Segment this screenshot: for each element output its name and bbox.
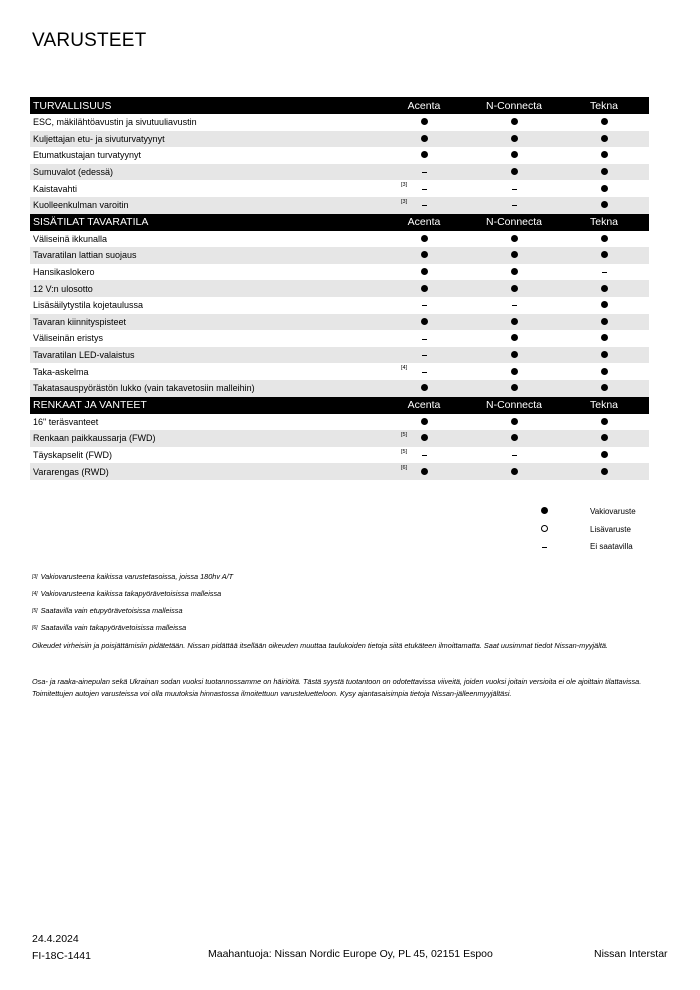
availability-cell — [379, 367, 469, 377]
column-header: N-Connecta — [485, 99, 543, 112]
standard-dot-icon — [601, 351, 608, 358]
legend-item — [538, 503, 658, 521]
availability-cell — [559, 284, 649, 294]
column-header: Tekna — [589, 99, 619, 112]
not-available-dash-icon — [602, 272, 607, 273]
standard-dot-icon — [421, 468, 428, 475]
table-row — [30, 380, 649, 397]
standard-dot-icon — [511, 285, 518, 292]
availability-cell — [469, 117, 559, 127]
not-available-dash-icon — [422, 455, 427, 456]
footnote-number: [5] — [32, 607, 38, 614]
availability-cell — [379, 184, 469, 194]
row-label: Taka-askelma — [33, 366, 89, 377]
availability-cell — [469, 234, 559, 244]
availability-cell — [469, 167, 559, 177]
availability-cell — [469, 200, 559, 210]
table-row — [30, 447, 649, 464]
column-header: Acenta — [407, 99, 441, 112]
legend-symbol — [538, 507, 550, 516]
row-label: Renkaan paikkaussarja (FWD) — [33, 433, 156, 444]
footnote-number: [4] — [32, 590, 38, 597]
footnote-text: Saatavilla vain takapyörävetoisissa malleissa — [40, 623, 187, 632]
standard-dot-icon — [601, 151, 608, 158]
equipment-table — [30, 97, 649, 480]
row-label: Hansikaslokero — [33, 267, 95, 278]
table-row — [30, 131, 649, 148]
availability-cell — [379, 267, 469, 277]
standard-dot-icon — [601, 451, 608, 458]
availability-cell — [559, 250, 649, 260]
availability-cell — [559, 467, 649, 477]
row-label: Lisäsäilytystila kojetaulussa — [33, 300, 144, 311]
standard-dot-icon — [421, 434, 428, 441]
standard-dot-icon — [601, 235, 608, 242]
row-label: Kuolleenkulman varoitin — [33, 200, 129, 211]
table-row — [30, 314, 649, 331]
legend-label: Ei saatavilla — [590, 542, 633, 552]
section-title: RENKAAT JA VANTEET — [33, 399, 147, 411]
standard-dot-icon — [511, 268, 518, 275]
column-header: Acenta — [407, 216, 441, 229]
standard-dot-icon — [601, 285, 608, 292]
table-row — [30, 347, 649, 364]
availability-cell — [559, 417, 649, 427]
availability-cell — [559, 450, 649, 460]
row-label: 16" teräsvanteet — [33, 416, 99, 427]
not-available-dash-icon — [422, 205, 427, 206]
footer-date: 24.4.2024 — [32, 933, 79, 945]
standard-dot-icon — [541, 507, 548, 514]
table-row — [30, 264, 649, 281]
column-header: N-Connecta — [485, 216, 543, 229]
disclaimer-rights: Oikeudet virheisiin ja poisjättämisiin pidätetään. Nissan pidättää itsellään oikeuden muuttaa taulukoiden tietoja siitä etukäteen ilmoittamatta. Saat uusimmat tiedot Nissan-myyjältä. — [32, 641, 608, 650]
legend-item — [538, 521, 658, 539]
section-title: SISÄTILAT TAVARATILA — [33, 216, 149, 229]
availability-cell — [469, 250, 559, 260]
column-header: Tekna — [589, 399, 619, 411]
availability-cell — [379, 134, 469, 144]
not-available-dash-icon — [512, 189, 517, 190]
availability-cell — [559, 433, 649, 443]
standard-dot-icon — [511, 368, 518, 375]
footnote-number: [3] — [32, 573, 38, 580]
section-header — [30, 397, 649, 414]
standard-dot-icon — [601, 368, 608, 375]
availability-cell — [559, 383, 649, 393]
standard-dot-icon — [511, 351, 518, 358]
footer-code: FI-18C-1441 — [32, 950, 91, 962]
page-title: VARUSTEET — [32, 30, 147, 51]
table-row — [30, 180, 649, 197]
availability-cell — [469, 350, 559, 360]
standard-dot-icon — [421, 285, 428, 292]
availability-cell — [469, 333, 559, 343]
availability-cell — [469, 150, 559, 160]
table-row — [30, 463, 649, 480]
section-title: TURVALLISUUS — [33, 99, 112, 112]
footer-model: Nissan Interstar — [594, 948, 668, 960]
footnote-ref: [3] — [401, 182, 408, 189]
table-row — [30, 197, 649, 214]
table-row — [30, 231, 649, 248]
availability-cell — [379, 350, 469, 360]
table-row — [30, 164, 649, 181]
legend-item — [538, 538, 658, 556]
column-header: Tekna — [589, 216, 619, 229]
standard-dot-icon — [511, 434, 518, 441]
availability-cell — [559, 150, 649, 160]
availability-cell — [559, 167, 649, 177]
table-row — [30, 430, 649, 447]
availability-cell — [559, 234, 649, 244]
availability-cell — [379, 117, 469, 127]
standard-dot-icon — [601, 168, 608, 175]
availability-cell — [379, 333, 469, 343]
standard-dot-icon — [601, 468, 608, 475]
availability-cell — [379, 284, 469, 294]
standard-dot-icon — [601, 301, 608, 308]
standard-dot-icon — [601, 135, 608, 142]
standard-dot-icon — [421, 384, 428, 391]
standard-dot-icon — [421, 418, 428, 425]
not-available-dash-icon — [422, 355, 427, 356]
availability-cell — [379, 383, 469, 393]
column-header: N-Connecta — [485, 399, 543, 411]
optional-circle-icon — [541, 525, 548, 532]
not-available-dash-icon — [542, 547, 547, 548]
row-label: Väliseinä ikkunalla — [33, 233, 108, 244]
not-available-dash-icon — [512, 305, 517, 306]
row-label: Tavaratilan LED-valaistus — [33, 350, 135, 361]
standard-dot-icon — [421, 251, 428, 258]
legend-label: Vakiovaruste — [590, 507, 636, 517]
footnote-text: Saatavilla vain etupyörävetoisissa malleissa — [40, 606, 183, 615]
availability-cell — [559, 333, 649, 343]
not-available-dash-icon — [512, 455, 517, 456]
table-row — [30, 114, 649, 131]
standard-dot-icon — [601, 418, 608, 425]
availability-cell — [469, 467, 559, 477]
availability-cell — [469, 317, 559, 327]
footnote-ref: [6] — [401, 465, 408, 472]
availability-cell — [469, 433, 559, 443]
standard-dot-icon — [421, 118, 428, 125]
availability-cell — [379, 317, 469, 327]
table-row — [30, 363, 649, 380]
availability-cell — [379, 167, 469, 177]
footnote-item — [32, 585, 672, 602]
standard-dot-icon — [511, 251, 518, 258]
availability-cell — [379, 417, 469, 427]
table-row — [30, 297, 649, 314]
standard-dot-icon — [511, 168, 518, 175]
availability-cell — [559, 117, 649, 127]
standard-dot-icon — [421, 268, 428, 275]
row-label: Kuljettajan etu- ja sivuturvatyynyt — [33, 133, 165, 144]
table-row — [30, 330, 649, 347]
availability-cell — [559, 350, 649, 360]
availability-cell — [469, 300, 559, 310]
availability-cell — [469, 450, 559, 460]
availability-cell — [379, 433, 469, 443]
footnotes — [32, 568, 672, 636]
availability-cell — [379, 250, 469, 260]
standard-dot-icon — [511, 334, 518, 341]
section-header — [30, 214, 649, 231]
availability-cell — [469, 417, 559, 427]
footnote-ref: [3] — [401, 198, 408, 205]
row-label: Täyskapselit (FWD) — [33, 449, 113, 460]
footnote-ref: [5] — [401, 432, 408, 439]
standard-dot-icon — [511, 468, 518, 475]
standard-dot-icon — [421, 235, 428, 242]
availability-cell — [559, 134, 649, 144]
availability-cell — [469, 367, 559, 377]
not-available-dash-icon — [512, 205, 517, 206]
table-row — [30, 147, 649, 164]
row-label: Takatasauspyörästön lukko (vain takavetosiin malleihin) — [33, 383, 255, 394]
standard-dot-icon — [421, 151, 428, 158]
row-label: Etumatkustajan turvatyynyt — [33, 150, 142, 161]
not-available-dash-icon — [422, 305, 427, 306]
standard-dot-icon — [421, 135, 428, 142]
legend-symbol — [538, 542, 550, 551]
footnote-text: Vakiovarusteena kaikissa varustetasoissa, joissa 180hv A/T — [40, 572, 234, 581]
standard-dot-icon — [511, 151, 518, 158]
standard-dot-icon — [511, 384, 518, 391]
row-label: Tavaran kiinnityspisteet — [33, 316, 127, 327]
row-label: 12 V:n ulosotto — [33, 283, 93, 294]
legend — [538, 503, 658, 556]
availability-cell — [559, 317, 649, 327]
standard-dot-icon — [601, 118, 608, 125]
standard-dot-icon — [511, 418, 518, 425]
availability-cell — [379, 200, 469, 210]
not-available-dash-icon — [422, 339, 427, 340]
availability-cell — [379, 467, 469, 477]
standard-dot-icon — [601, 334, 608, 341]
row-label: Vararengas (RWD) — [33, 466, 109, 477]
standard-dot-icon — [601, 318, 608, 325]
table-row — [30, 280, 649, 297]
not-available-dash-icon — [422, 372, 427, 373]
standard-dot-icon — [511, 318, 518, 325]
availability-cell — [469, 284, 559, 294]
availability-cell — [379, 300, 469, 310]
disclaimer-supply: Osa- ja raaka-ainepulan sekä Ukrainan sodan vuoksi tuotannossamme on häiriöitä. Tästä syystä tuotantoon on odotettavissa viiveitä, joiden vuoksi joitain versioita ei ole ajoittain tilattavissa. Toimitettujen autojen varusteissa voi olla muutoksia hinnastossa ilmoitettuun varusteluetteloon. Kysy ajantasaisimpia tietoja Nissan-jälleenmyyjältäsi. — [32, 677, 642, 698]
standard-dot-icon — [421, 318, 428, 325]
standard-dot-icon — [511, 135, 518, 142]
footnote-item — [32, 568, 672, 585]
availability-cell — [559, 367, 649, 377]
footnote-item — [32, 619, 672, 636]
standard-dot-icon — [601, 251, 608, 258]
standard-dot-icon — [511, 118, 518, 125]
table-row — [30, 414, 649, 431]
table-row — [30, 247, 649, 264]
row-label: ESC, mäkilähtöavustin ja sivutuuliavustin — [33, 117, 197, 128]
availability-cell — [559, 267, 649, 277]
availability-cell — [559, 200, 649, 210]
row-label: Tavaratilan lattian suojaus — [33, 250, 137, 261]
footnote-ref: [4] — [401, 365, 408, 372]
footer-importer: Maahantuoja: Nissan Nordic Europe Oy, PL 45, 02151 Espoo — [208, 948, 493, 960]
row-label: Kaistavahti — [33, 183, 78, 194]
standard-dot-icon — [601, 384, 608, 391]
standard-dot-icon — [511, 235, 518, 242]
footnote-number: [6] — [32, 624, 38, 631]
availability-cell — [379, 234, 469, 244]
availability-cell — [469, 267, 559, 277]
not-available-dash-icon — [422, 189, 427, 190]
standard-dot-icon — [601, 434, 608, 441]
row-label: Sumuvalot (edessä) — [33, 167, 114, 178]
availability-cell — [559, 300, 649, 310]
availability-cell — [559, 184, 649, 194]
availability-cell — [379, 150, 469, 160]
not-available-dash-icon — [422, 172, 427, 173]
footnote-text: Vakiovarusteena kaikissa takapyörävetoisissa malleissa — [40, 589, 222, 598]
standard-dot-icon — [601, 201, 608, 208]
availability-cell — [469, 184, 559, 194]
standard-dot-icon — [601, 185, 608, 192]
footnote-item — [32, 602, 672, 619]
column-header: Acenta — [407, 399, 441, 411]
availability-cell — [469, 383, 559, 393]
legend-label: Lisävaruste — [590, 524, 631, 534]
legend-symbol — [538, 525, 550, 534]
footnote-ref: [5] — [401, 448, 408, 455]
row-label: Väliseinän eristys — [33, 333, 104, 344]
availability-cell — [379, 450, 469, 460]
section-header — [30, 97, 649, 114]
availability-cell — [469, 134, 559, 144]
